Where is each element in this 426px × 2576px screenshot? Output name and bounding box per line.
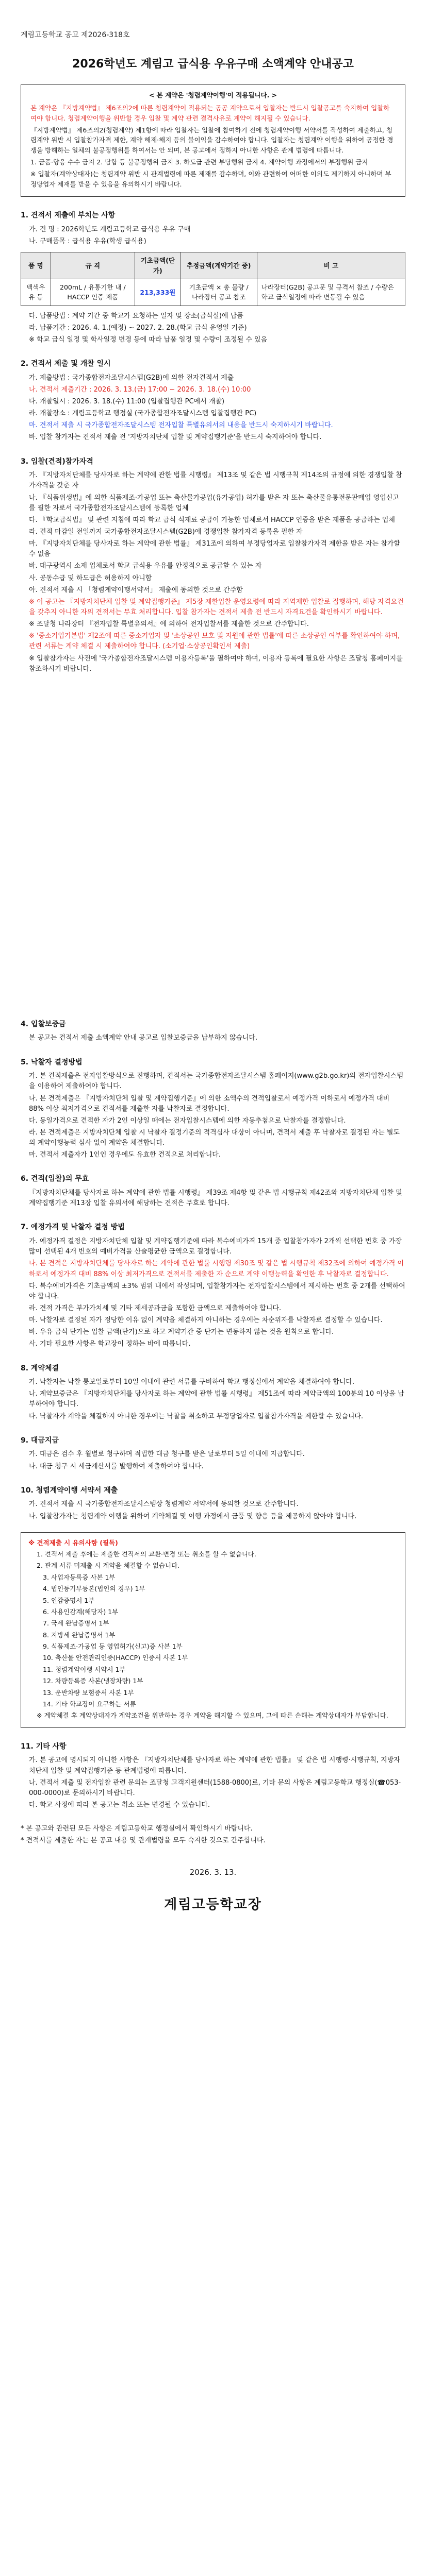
section-5-item: 나. 본 견적제출은 『지방자치단체 입찰 및 계약집행기준』에 의한 소액수의 견적입찰로서 예정가격 이하로서 예정가격 대비 88% 이상 최저가격으로 견적서를 제출한 자를 낙찰자로 결정합니다. <box>29 1094 390 1113</box>
table-header-cell: 비 고 <box>257 252 405 279</box>
section-1-item: 가. 건 명 : 2026학년도 계림고등학교 급식용 우유 구매 <box>29 225 191 233</box>
section-11-item: 다. 학교 사정에 따라 본 공고는 취소 또는 변경될 수 있습니다. <box>29 1801 210 1809</box>
notes-item: ※ 계약체결 후 계약상대자가 계약조건을 위반하는 경우 계약을 해지할 수 있으며, 그에 따른 손해는 계약상대자가 부담합니다. <box>37 1711 388 1720</box>
notice-heading: < 본 계약은 '청렴계약이행'이 적용됩니다. > <box>149 91 277 99</box>
section-10-item: 나. 입찰참가자는 청렴계약 이행을 위하여 계약체결 및 이행 과정에서 금품 및 향응 등을 제공하지 않아야 합니다. <box>29 1512 357 1520</box>
section-7-item: 마. 낙찰자로 결정된 자가 정당한 이유 없이 계약을 체결하지 아니하는 경우에는 차순위자를 낙찰자로 결정할 수 있습니다. <box>29 1316 383 1325</box>
section-3-item: 아. 견적서 제출 시 「청렴계약이행서약서」 제출에 동의한 것으로 간주함 <box>29 586 243 594</box>
notice-paragraph-2: 『지방계약법』 제6조의2(청렴계약) 제1항에 따라 입찰자는 입찰에 참여하기 전에 청렴계약이행 서약서를 작성하여 제출하고, 청렴계약 위반 시 입찰참가자격 제한, 계약 해제·해지 등의 불이익을 감수하여야 합니다. 입찰자는 청렴계약 이행을 위하여 공정한 경쟁을 방해하는 일체의 불공정행위를 하여서는 안 되며, 본 공고에서 정하지 아니한 사항은 관계 법령에 따릅니다. <box>30 126 394 154</box>
section-1-item: 다. 납품방법 : 계약 기간 중 학교가 요청하는 일자 및 장소(급식실)에 납품 <box>29 312 243 320</box>
table-header-cell: 추정금액(계약기간 중) <box>181 252 257 279</box>
table-header-cell: 품 명 <box>21 252 51 279</box>
section-2-item: 마. 견적서 제출 시 국가종합전자조달시스템 전자입찰 특별유의서의 내용을 반드시 숙지하시기 바랍니다. <box>29 421 333 430</box>
section-6-heading: 6. 견적(입찰)의 무효 <box>21 1175 89 1183</box>
document-page <box>0 30 426 2576</box>
table-cell: 백색우유 등 <box>21 279 51 306</box>
section-7-item: 다. 복수예비가격은 기초금액의 ±3% 범위 내에서 작성되며, 입찰참가자는 전자입찰시스템에서 제시하는 번호 중 2개를 선택하여야 합니다. <box>29 1282 405 1300</box>
section-3-item: 다. 『학교급식법』 및 관련 지침에 따라 학교 급식 식재료 공급이 가능한 업체로서 HACCP 인증을 받은 제품을 공급하는 업체 <box>29 516 395 524</box>
section-4-item: 본 공고는 견적서 제출 소액계약 안내 공고로 입찰보증금을 납부하지 않습니다. <box>29 1034 258 1042</box>
section-2-item: 다. 개찰일시 : 2026. 3. 18.(수) 11:00 (입찰집행관 PC에서 개찰) <box>29 398 225 406</box>
section-5-item: 마. 견적서 제출자가 1인인 경우에도 유효한 견적으로 처리합니다. <box>29 1151 221 1159</box>
section-2-item: 가. 제출방법 : 국가종합전자조달시스템(G2B)에 의한 전자견적서 제출 <box>29 374 234 382</box>
section-3-item: 바. 대구광역시 소재 업체로서 학교 급식용 우유를 안정적으로 공급할 수 있는 자 <box>29 562 262 570</box>
section-11-item: 나. 견적서 제출 및 전자입찰 관련 문의는 조달청 고객지원센터(1588-0800)로, 기타 문의 사항은 계림고등학교 행정실(☎053-000-0000)로 문의하시기 바랍니다. <box>29 1778 401 1797</box>
section-1-note: ※ 학교 급식 일정 및 학사일정 변경 등에 따라 납품 일정 및 수량이 조정될 수 있음 <box>29 335 268 344</box>
notes-item: 10. 축산물 안전관리인증(HACCP) 인증서 사본 1부 <box>43 1654 188 1662</box>
notes-item: 6. 사용인감계(해당자) 1부 <box>43 1607 119 1616</box>
section-1-item: 라. 납품기간 : 2026. 4. 1.(예정) ~ 2027. 2. 28.(학교 급식 운영일 기준) <box>29 324 247 332</box>
section-10-heading: 10. 청렴계약이행 서약서 제출 <box>21 1486 118 1495</box>
notes-item: 13. 운반차량 보험증서 사본 1부 <box>43 1688 134 1697</box>
section-5-heading: 5. 낙찰자 결정방법 <box>21 1058 83 1066</box>
notes-item: 7. 국세 완납증명서 1부 <box>43 1619 109 1628</box>
section-11-heading: 11. 기타 사항 <box>21 1742 67 1751</box>
notes-box-heading: ※ 견적제출 시 유의사항 (필독) <box>28 1538 118 1547</box>
section-7-item: 가. 예정가격 결정은 지방자치단체 입찰 및 계약집행기준에 따라 복수예비가격 15개 중 입찰참가자가 2개씩 선택한 번호 중 가장 많이 선택된 4개 번호의 예비가격을 산술평균한 금액으로 결정합니다. <box>29 1238 402 1256</box>
section-7-item: 바. 우유 급식 단가는 입찰 금액(단가)으로 하고 계약기간 중 단가는 변동하지 않는 것을 원칙으로 합니다. <box>29 1328 334 1336</box>
notes-item: 5. 인감증명서 1부 <box>43 1596 95 1604</box>
notice-paragraph-4: ※ 입찰자(계약상대자)는 청렴계약 위반 시 관계법령에 따른 제재를 감수하며, 이와 관련하여 어떠한 이의도 제기하지 아니하며 부정당업자 제재를 받을 수 있음을 유의하시기 바랍니다. <box>30 170 391 188</box>
section-6-item: 『지방자치단체를 당사자로 하는 계약에 관한 법률 시행령』 제39조 제4항 및 같은 법 시행규칙 제42조와 지방자치단체 입찰 및 계약집행기준 제13장 입찰 유의서에 해당하는 견적은 무효로 합니다. <box>29 1189 402 1208</box>
section-8-item: 나. 계약보증금은 『지방자치단체를 당사자로 하는 계약에 관한 법률 시행령』 제51조에 따라 계약금액의 100분의 10 이상을 납부하여야 합니다. <box>29 1390 404 1409</box>
table-header-row <box>21 252 405 279</box>
section-2-item: 나. 견적서 제출기간 : 2026. 3. 13.(금) 17:00 ~ 2026. 3. 18.(수) 10:00 <box>29 385 251 394</box>
section-9-item: 가. 대금은 검수 후 월별로 청구하며 적법한 대금 청구를 받은 날로부터 5일 이내에 지급합니다. <box>29 1450 305 1459</box>
section-3-item: 가. 『지방자치단체를 당사자로 하는 계약에 관한 법률 시행령』 제13조 및 같은 법 시행규칙 제14조의 규정에 의한 경쟁입찰 참가자격을 갖춘 자 <box>29 471 402 490</box>
blank-space <box>21 676 405 1006</box>
notes-item: 3. 사업자등록증 사본 1부 <box>43 1573 116 1581</box>
table-cell: 기초금액 × 총 물량 / 나라장터 공고 참조 <box>181 279 257 306</box>
section-8-heading: 8. 계약체결 <box>21 1364 59 1372</box>
page-title: 2026학년도 계림고 급식용 우유구매 소액계약 안내공고 <box>72 57 354 71</box>
school-signature: 계림고등학교장 <box>164 1896 262 1912</box>
section-2-item: 바. 입찰 참가자는 견적서 제출 전 '지방자치단체 입찰 및 계약집행기준'을 반드시 숙지하여야 합니다. <box>29 433 322 442</box>
notes-item: 1. 견적서 제출 후에는 제출한 견적서의 교환·변경 또는 취소를 할 수 없습니다. <box>37 1550 256 1558</box>
table-cell: 나라장터(G2B) 공고문 및 규격서 참조 / 수량은 학교 급식일정에 따라 변동될 수 있음 <box>257 279 405 306</box>
footer-note: * 견적서를 제출한 자는 본 공고 내용 및 관계법령을 모두 숙지한 것으로 간주합니다. <box>21 1837 266 1845</box>
table-header-cell: 규 격 <box>51 252 135 279</box>
section-7-heading: 7. 예정가격 및 낙찰자 결정 방법 <box>21 1223 125 1232</box>
section-11-item: 가. 본 공고에 명시되지 아니한 사항은 『지방자치단체를 당사자로 하는 계약에 관한 법률』 및 같은 법 시행령·시행규칙, 지방자치단체 입찰 및 계약집행기준 등 관계법령에 따릅니다. <box>29 1756 400 1775</box>
section-10-item: 가. 견적서 제출 시 국가종합전자조달시스템상 청렴계약 서약서에 동의한 것으로 간주합니다. <box>29 1500 299 1509</box>
table-row <box>21 279 405 306</box>
section-5-item: 가. 본 견적제출은 전자입찰방식으로 진행하며, 견적서는 국가종합전자조달시스템 홈페이지(www.g2b.go.kr)의 전자입찰시스템을 이용하여 제출하여야 합니다. <box>29 1072 403 1091</box>
section-5-item: 다. 동일가격으로 견적한 자가 2인 이상일 때에는 전자입찰시스템에 의한 자동추첨으로 낙찰자를 결정합니다. <box>29 1116 346 1125</box>
section-3-warning: ※ 이 공고는 『지방자치단체 입찰 및 계약집행기준』 제5장 제한입찰 운영요령에 따라 지역제한 입찰로 집행하며, 해당 자격요건을 갖추지 아니한 자의 견적서는 무효 처리합니다. 입찰 참가자는 견적서 제출 전 반드시 자격요건을 확인하시기 바랍니다. <box>29 598 404 616</box>
table-cell-price: 213,333원 <box>135 279 181 306</box>
section-9-heading: 9. 대금지급 <box>21 1436 59 1445</box>
notes-item: 11. 청렴계약이행 서약서 1부 <box>43 1665 126 1673</box>
section-2-item: 라. 개찰장소 : 계림고등학교 행정실 (국가종합전자조달시스템 입찰집행관 PC) <box>29 410 257 418</box>
notes-item: 4. 법인등기부등본(법인의 경우) 1부 <box>43 1585 145 1593</box>
blank-space <box>21 1812 405 1822</box>
section-3-item: 마. 『지방자치단체를 당사자로 하는 계약에 관한 법률』 제31조에 의하여 부정당업자로 입찰참가자격 제한을 받은 자는 참가할 수 없음 <box>29 540 400 558</box>
notes-item: 2. 관계 서류 미제출 시 계약을 체결할 수 없습니다. <box>37 1562 180 1570</box>
issue-date: 2026. 3. 13. <box>189 1868 237 1877</box>
notice-paragraph-3: 1. 금품·향응 수수 금지 2. 담합 등 불공정행위 금지 3. 하도급 관련 부당행위 금지 4. 계약이행 과정에서의 부정행위 금지 <box>30 158 368 166</box>
section-3-item: 라. 견적 마감일 전일까지 국가종합전자조달시스템(G2B)에 경쟁입찰 참가자격 등록을 필한 자 <box>29 528 303 536</box>
section-1-item: 나. 구매품목 : 급식용 우유(학생 급식용) <box>29 237 146 245</box>
section-3-note: ※ '중소기업기본법' 제2조에 따른 중소기업자 및 '소상공인 보호 및 지원에 관한 법률'에 따른 소상공인 여부를 확인하여야 하며, 관련 서류는 계약 체결 시 제출하여야 합니다. (소기업·소상공인확인서 제출) <box>29 632 400 651</box>
section-3-note: ※ 조달청 나라장터 『전자입찰 특별유의서』에 의하여 전자입찰서를 제출한 것으로 간주합니다. <box>29 620 309 629</box>
section-3-item: 나. 『식품위생법』에 의한 식품제조·가공업 또는 축산물가공업(유가공업) 허가를 받은 자 또는 축산물유통전문판매업 영업신고를 필한 자로서 국가종합전자조달시스템에 등록한 업체 <box>29 494 399 512</box>
section-7-item: 사. 기타 필요한 사항은 학교장이 정하는 바에 따릅니다. <box>29 1340 191 1348</box>
table-header-cell: 기초금액(단가) <box>135 252 181 279</box>
notes-item: 9. 식품제조·가공업 등 영업허가(신고)증 사본 1부 <box>43 1642 183 1651</box>
section-5-item: 라. 본 견적제출은 지방자치단체 입찰 시 낙찰자 결정기준의 적격심사 대상이 아니며, 견적서 제출 후 낙찰자로 결정된 자는 별도의 계약이행능력 심사 없이 계약을 체결합니다. <box>29 1129 400 1147</box>
table-cell: 200mL / 유통기한 내 / HACCP 인증 제품 <box>51 279 135 306</box>
notes-item: 12. 차량등록증 사본(냉장차량) 1부 <box>43 1677 143 1685</box>
footer-note: * 본 공고와 관련된 모든 사항은 계림고등학교 행정실에서 확인하시기 바랍니다. <box>21 1825 253 1833</box>
section-3-note: ※ 입찰참가자는 사전에 '국가종합전자조달시스템 이용자등록'을 필하여야 하며, 이용자 등록에 필요한 사항은 조달청 홈페이지를 참조하시기 바랍니다. <box>29 654 403 673</box>
section-8-item: 다. 낙찰자가 계약을 체결하지 아니한 경우에는 낙찰을 취소하고 부정당업자로 입찰참가자격을 제한할 수 있습니다. <box>29 1412 364 1420</box>
notice-paragraph-1: 본 계약은 『지방계약법』 제6조의2에 따른 청렴계약이 적용되는 공공 계약으로서 입찰자는 반드시 입찰공고를 숙지하여 입찰하여야 합니다. 청렴계약이행을 위반할 경우 입찰 및 계약 관련 결격사유로 계약이 해지될 수 있습니다. <box>30 104 390 122</box>
notes-item: 8. 지방세 완납증명서 1부 <box>43 1631 116 1639</box>
section-9-item: 나. 대금 청구 시 세금계산서를 발행하여 제출하여야 합니다. <box>29 1462 204 1470</box>
notes-item: 14. 기타 학교장이 요구하는 서류 <box>43 1700 136 1708</box>
section-4-heading: 4. 입찰보증금 <box>21 1020 66 1028</box>
section-7-item: 나. 본 견적은 지방자치단체를 당사자로 하는 계약에 관한 법률 시행령 제30조 및 같은 법 시행규칙 제32조에 의하여 예정가격 이하로서 예정가격 대비 88% 이상 최저가격으로 견적서를 제출한 자 순으로 계약 이행능력을 확인한 후 낙찰자로 결정합니다. <box>29 1260 404 1278</box>
publication-number: 계림고등학교 공고 제2026-318호 <box>21 31 130 39</box>
section-7-item: 라. 견적 가격은 부가가치세 및 기타 제세공과금을 포함한 금액으로 제출하여야 합니다. <box>29 1304 282 1312</box>
submission-notes-box <box>21 1532 405 1728</box>
section-8-item: 가. 낙찰자는 낙찰 통보일로부터 10일 이내에 관련 서류를 구비하여 학교 행정실에서 계약을 체결하여야 합니다. <box>29 1378 355 1386</box>
section-1-heading: 1. 견적서 제출에 부치는 사항 <box>21 211 116 220</box>
section-3-item: 사. 공동수급 및 하도급은 허용하지 아니함 <box>29 574 152 582</box>
section-2-heading: 2. 견적서 제출 및 개찰 일시 <box>21 360 111 368</box>
conditions-table <box>21 252 405 306</box>
section-3-heading: 3. 입찰(견적)참가자격 <box>21 457 93 466</box>
integrity-notice-box <box>21 84 405 197</box>
